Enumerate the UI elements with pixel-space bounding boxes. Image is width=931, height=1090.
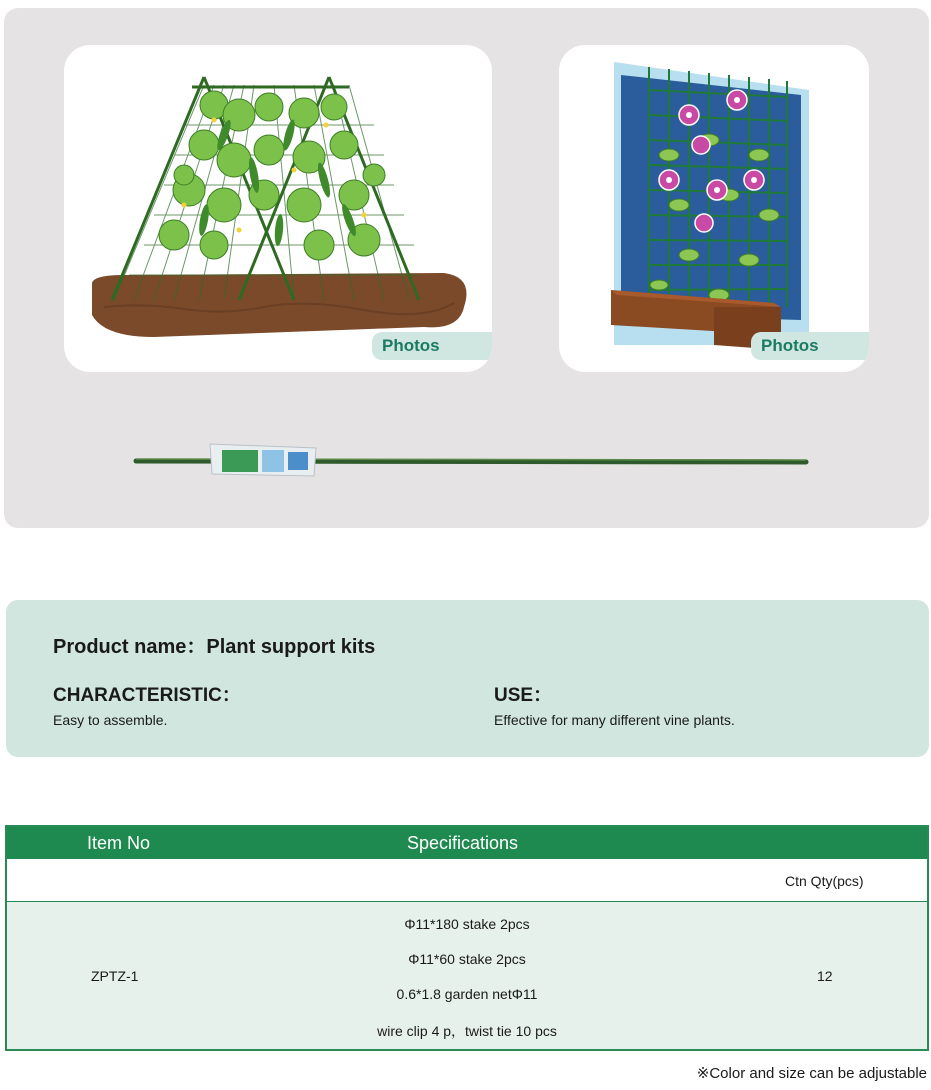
row-item-no: ZPTZ-1: [91, 968, 139, 984]
plant-stake-image: [130, 440, 820, 484]
row-specs: [307, 916, 627, 1056]
characteristic-title: CHARACTERISTIC：: [53, 685, 241, 706]
header-specifications: Specifications: [407, 833, 519, 853]
flower-trellis-illustration: [559, 45, 869, 372]
photos-tag-right: Photos: [751, 332, 869, 360]
header-ctn-qty: Ctn Qty(pcs): [785, 873, 864, 889]
spec-line: wire clip 4 p，twist tie 10 pcs: [377, 1023, 557, 1039]
characteristic-text: Easy to assemble.: [53, 712, 168, 728]
use-title: USE：: [494, 685, 553, 706]
footnote: ※Color and size can be adjustable: [696, 1065, 927, 1082]
table-header-row: [7, 827, 927, 859]
product-name: [53, 630, 375, 659]
header-item-no: Item No: [87, 833, 151, 853]
product-name-value: Plant support kits: [206, 636, 376, 658]
use-text: Effective for many different vine plants.: [494, 712, 735, 728]
spec-line: 0.6*1.8 garden netΦ11: [396, 986, 538, 1002]
photos-tag-left: Photos: [372, 332, 492, 360]
product-name-label: Product name：: [53, 636, 207, 658]
table-row: [7, 902, 927, 1049]
flower-trellis-photo-card: [559, 45, 869, 372]
spec-line: Φ11*180 stake 2pcs: [404, 916, 530, 932]
product-info-panel: [6, 600, 929, 757]
a-frame-trellis-photo-card: [64, 45, 492, 372]
specifications-table: [5, 825, 929, 1051]
table-subheader-row: [7, 859, 927, 903]
a-frame-trellis-illustration: [64, 45, 492, 372]
row-ctn-qty: 12: [817, 968, 833, 984]
spec-line: Φ11*60 stake 2pcs: [408, 951, 526, 967]
